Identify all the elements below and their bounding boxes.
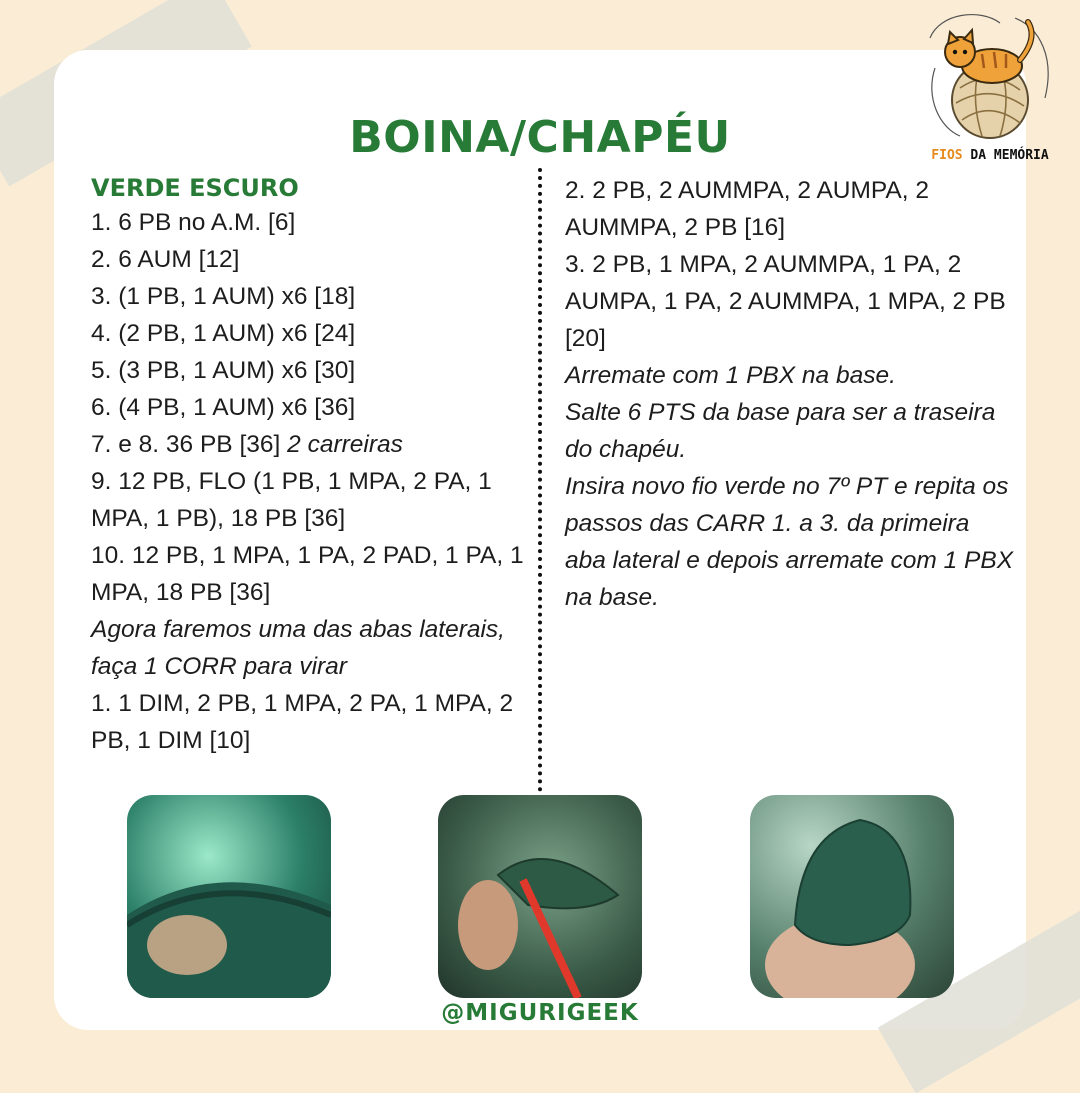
logo-word-da-memoria: DA MEMÓRIA bbox=[962, 148, 1049, 163]
column-divider bbox=[538, 168, 542, 800]
instruction-line-10: 10. 12 PB, 1 MPA, 1 PA, 2 PAD, 1 PA, 1 MPA, 18 PB [36] bbox=[91, 542, 524, 606]
flap-instruction-line-3: 3. 2 PB, 1 MPA, 2 AUMMPA, 1 PA, 2 AUMPA, 1 PA, 2 AUMMPA, 1 MPA, 2 PB [20] bbox=[565, 251, 1006, 352]
finished-beret-image bbox=[750, 795, 954, 998]
instruction-line-5: 5. (3 PB, 1 AUM) x6 [30] bbox=[91, 357, 356, 384]
flap-instruction-line-2: 2. 2 PB, 2 AUMMPA, 2 AUMPA, 2 AUMMPA, 2 PB [16] bbox=[565, 177, 930, 241]
photo-crochet-cup bbox=[127, 795, 331, 998]
crochet-hook-image bbox=[438, 795, 642, 998]
second-flap-note: Insira novo fio verde no 7º PT e repita os passos das CARR 1. a 3. da primeira aba lateral e depois arremate com 1 PBX na base. bbox=[565, 473, 1014, 611]
skip-stitches-note: Salte 6 PTS da base para ser a traseira do chapéu. bbox=[565, 399, 996, 463]
author-handle: @MIGURIGEEK bbox=[441, 1000, 639, 1026]
photo-finished-beret bbox=[750, 795, 954, 998]
instruction-line-7-8-text: 7. e 8. 36 PB [36] bbox=[91, 431, 288, 458]
right-column bbox=[565, 172, 1015, 616]
crochet-hat-base-image bbox=[127, 795, 331, 998]
instruction-line-4: 4. (2 PB, 1 AUM) x6 [24] bbox=[91, 320, 356, 347]
logo-word-fios: FIOS bbox=[931, 148, 963, 163]
instruction-line-1: 1. 6 PB no A.M. [6] bbox=[91, 209, 296, 236]
instruction-line-9: 9. 12 PB, FLO (1 PB, 1 MPA, 2 PA, 1 MPA, 1 PB), 18 PB [36] bbox=[91, 468, 492, 532]
instruction-line-6: 6. (4 PB, 1 AUM) x6 [36] bbox=[91, 394, 356, 421]
instruction-line-7-8 bbox=[91, 426, 531, 463]
side-flap-note: Agora faremos uma das abas laterais, faça 1 CORR para virar bbox=[91, 616, 505, 680]
photo-crochet-in-progress bbox=[438, 795, 642, 998]
instruction-line-3: 3. (1 PB, 1 AUM) x6 [18] bbox=[91, 283, 356, 310]
section-heading-verde-escuro: VERDE ESCURO bbox=[91, 174, 299, 202]
instruction-line-7-8-note: 2 carreiras bbox=[287, 431, 403, 458]
finish-note: Arremate com 1 PBX na base. bbox=[565, 362, 896, 389]
page-title: BOINA/CHAPÉU bbox=[349, 112, 731, 163]
flap-instruction-line-1: 1. 1 DIM, 2 PB, 1 MPA, 2 PA, 1 MPA, 2 PB, 1 DIM [10] bbox=[91, 690, 514, 754]
left-column bbox=[91, 172, 531, 759]
instruction-line-2: 2. 6 AUM [12] bbox=[91, 246, 240, 273]
